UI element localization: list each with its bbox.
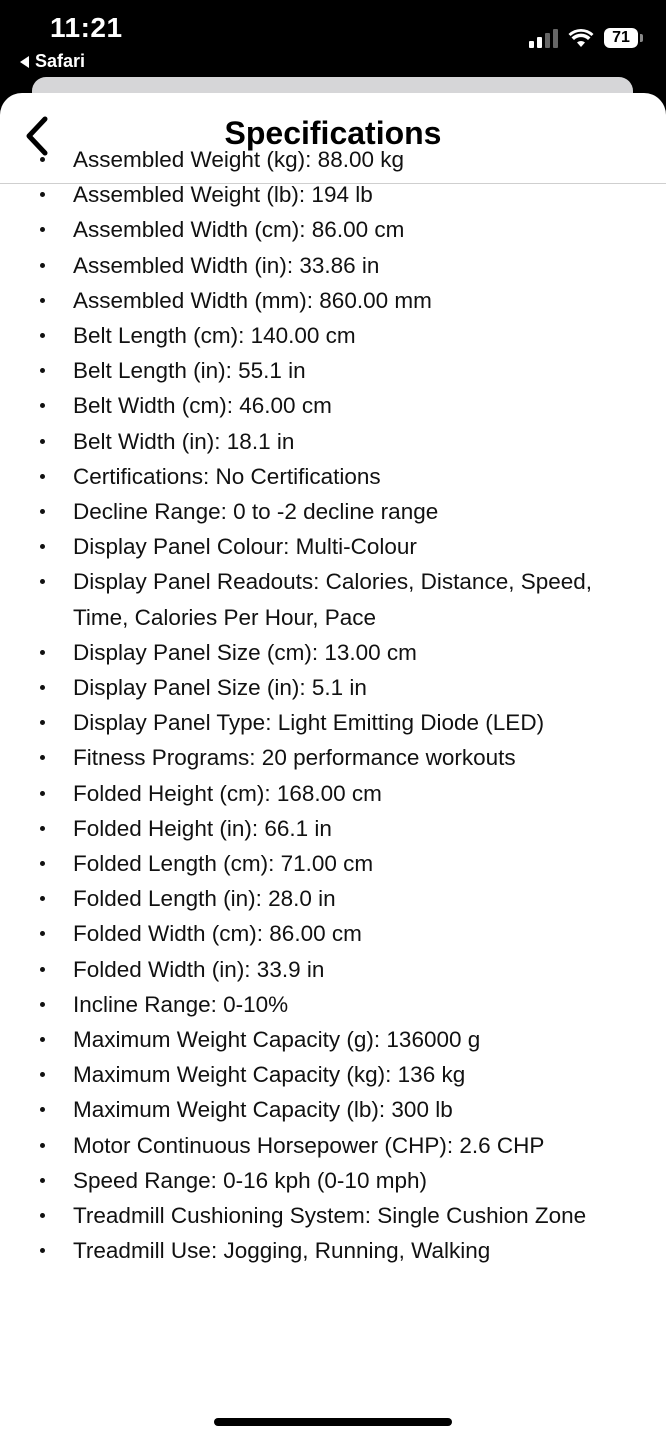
spec-list-item: Folded Width (cm): 86.00 cm — [0, 916, 666, 951]
back-app-label: Safari — [35, 51, 86, 71]
back-to-safari-link[interactable] — [20, 51, 85, 72]
spec-list-item: Speed Range: 0-16 kph (0-10 mph) — [0, 1163, 666, 1198]
wifi-icon — [568, 28, 594, 48]
spec-list-item: Maximum Weight Capacity (g): 136000 g — [0, 1022, 666, 1057]
home-indicator[interactable] — [214, 1418, 452, 1426]
spec-list-item: Assembled Width (in): 33.86 in — [0, 248, 666, 283]
spec-list-item: Display Panel Size (cm): 13.00 cm — [0, 635, 666, 670]
spec-list-item: Folded Height (cm): 168.00 cm — [0, 776, 666, 811]
spec-list-item: Assembled Weight (lb): 194 lb — [0, 177, 666, 212]
spec-scroll-area[interactable] — [0, 147, 666, 1374]
spec-list-item: Folded Width (in): 33.9 in — [0, 952, 666, 987]
spec-list-item: Belt Length (cm): 140.00 cm — [0, 318, 666, 353]
spec-list-item: Display Panel Size (in): 5.1 in — [0, 670, 666, 705]
spec-list-item: Display Panel Type: Light Emitting Diode (LED) — [0, 705, 666, 740]
spec-list-item: Motor Continuous Horsepower (CHP): 2.6 CHP — [0, 1128, 666, 1163]
spec-list-item: Maximum Weight Capacity (kg): 136 kg — [0, 1057, 666, 1092]
status-bar — [0, 0, 666, 80]
specifications-sheet — [0, 93, 666, 1440]
page-title: Specifications — [224, 115, 442, 151]
spec-list-item: Belt Width (cm): 46.00 cm — [0, 388, 666, 423]
spec-list-item: Folded Height (in): 66.1 in — [0, 811, 666, 846]
back-triangle-icon — [20, 56, 29, 68]
spec-list-item: Folded Length (in): 28.0 in — [0, 881, 666, 916]
spec-list-item: Assembled Width (cm): 86.00 cm — [0, 212, 666, 247]
battery-icon: 71 — [604, 28, 638, 48]
spec-list — [0, 142, 666, 1269]
spec-list-item: Display Panel Colour: Multi-Colour — [0, 529, 666, 564]
spec-list-item: Assembled Weight (kg): 88.00 kg — [0, 142, 666, 177]
spec-list-item: Display Panel Readouts: Calories, Distance, Speed, Time, Calories Per Hour, Pace — [0, 564, 666, 634]
spec-list-item: Incline Range: 0-10% — [0, 987, 666, 1022]
cellular-signal-icon — [529, 28, 558, 48]
spec-list-item: Assembled Width (mm): 860.00 mm — [0, 283, 666, 318]
spec-list-item: Maximum Weight Capacity (lb): 300 lb — [0, 1092, 666, 1127]
spec-list-item: Belt Length (in): 55.1 in — [0, 353, 666, 388]
spec-list-item: Treadmill Cushioning System: Single Cushion Zone — [0, 1198, 666, 1233]
spec-list-item: Treadmill Use: Jogging, Running, Walking — [0, 1233, 666, 1268]
spec-list-item: Folded Length (cm): 71.00 cm — [0, 846, 666, 881]
status-icons — [529, 28, 638, 48]
spec-list-item: Certifications: No Certifications — [0, 459, 666, 494]
spec-list-item: Fitness Programs: 20 performance workouts — [0, 740, 666, 775]
spec-list-item: Decline Range: 0 to -2 decline range — [0, 494, 666, 529]
status-time: 11:21 — [50, 12, 123, 43]
spec-list-item: Belt Width (in): 18.1 in — [0, 424, 666, 459]
